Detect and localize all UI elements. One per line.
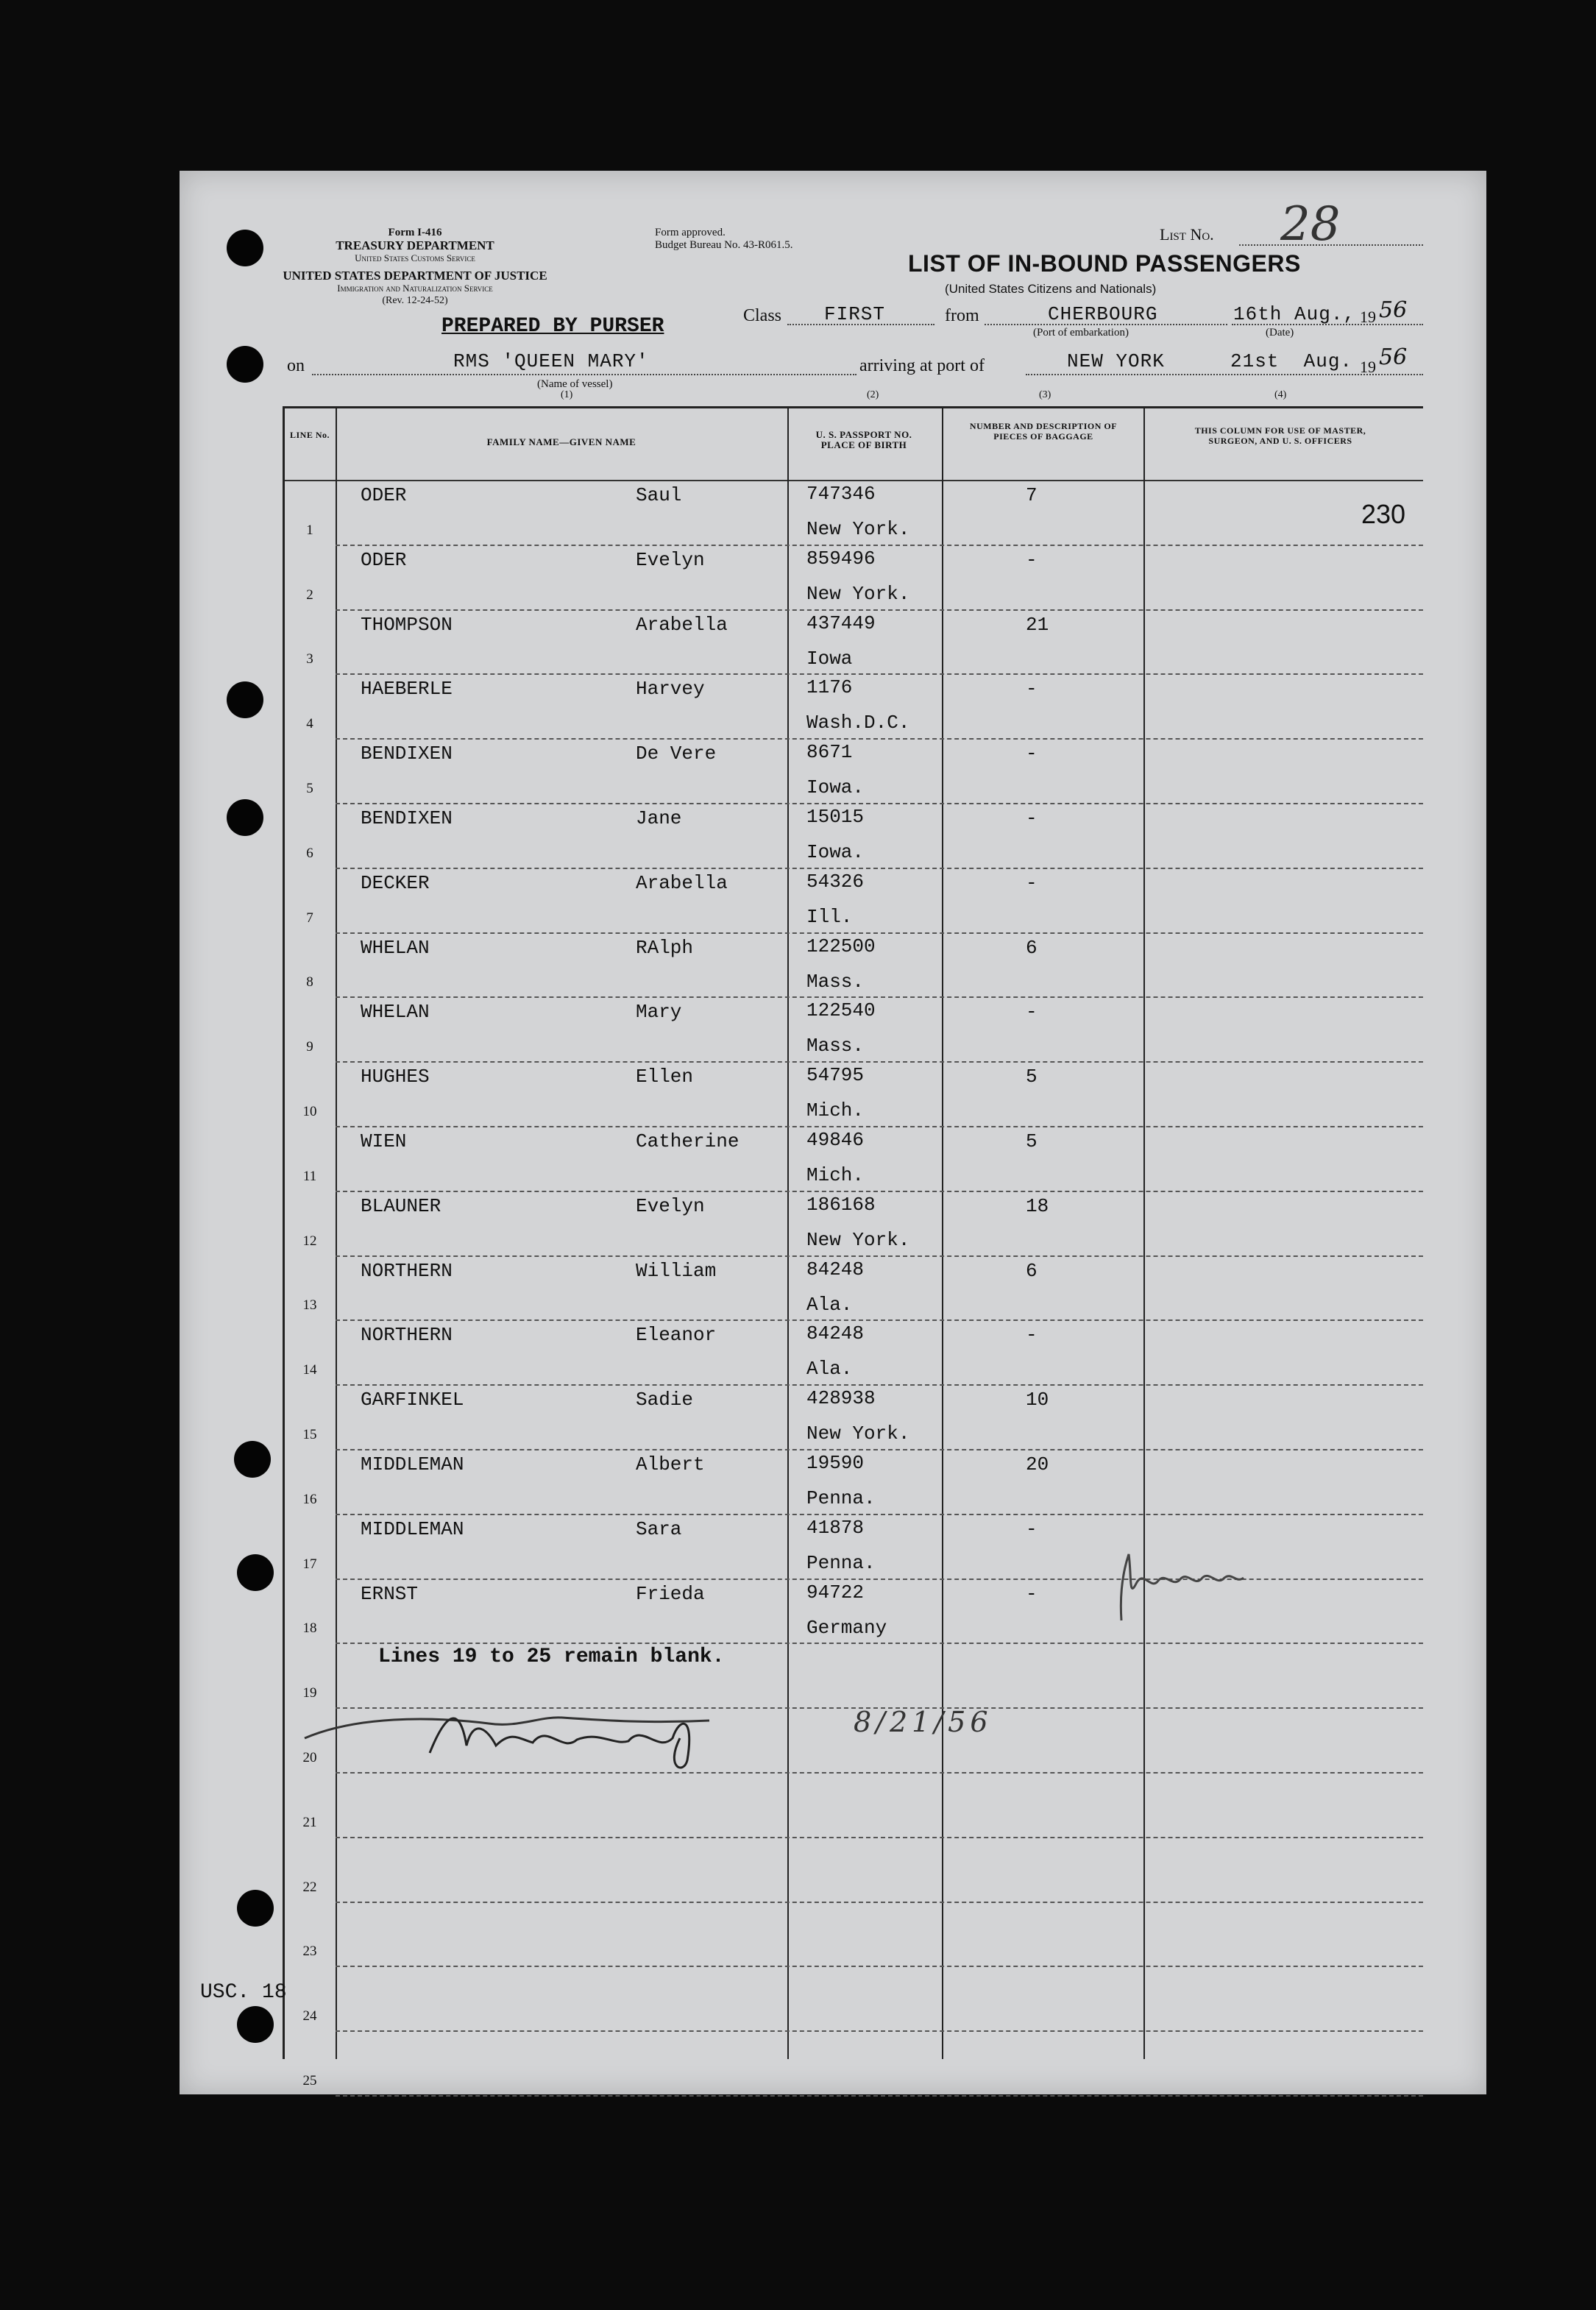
place-of-birth: New York. [806,518,910,540]
column-number-2: (2) [867,389,879,400]
passport-number: 8671 [806,741,853,764]
baggage-count: - [1026,1517,1038,1540]
passport-number: 1176 [806,676,853,699]
given-name: Jane [636,807,682,829]
given-name: Arabella [636,613,728,636]
line-number: 5 [306,781,313,796]
form-number: Form I-416 [388,227,442,238]
table-left-rule [283,406,285,2059]
place-of-birth: Mass. [806,1035,865,1057]
line-number: 7 [306,910,313,926]
given-name: Albert [636,1453,705,1475]
passport-number: 437449 [806,612,876,634]
line-number: 4 [306,716,313,732]
given-name: Saul [636,484,682,506]
departure-year-prefix: 19 [1360,308,1376,326]
given-name: De Vere [636,743,717,765]
passport-number: 49846 [806,1129,865,1151]
line-number: 16 [302,1491,317,1507]
line-number: 20 [302,1750,317,1765]
line-col-rule [336,406,337,2059]
blank-lines-remark: Lines 19 to 25 remain blank. [378,1645,725,1668]
family-name: HAEBERLE [361,678,453,701]
given-name: Evelyn [636,548,705,571]
line-number: 3 [306,651,313,667]
line-number: 9 [306,1039,313,1055]
row-rule [336,1449,1423,1450]
column-header-passport: U. S. PASSPORT NO. PLACE OF BIRTH [815,429,912,450]
passport-number: 84248 [806,1258,865,1280]
row-rule [336,609,1423,611]
place-of-birth: Ala. [806,1358,853,1381]
dept-treasury: TREASURY DEPARTMENT [336,238,494,252]
baggage-count: - [1026,807,1038,829]
family-name: NORTHERN [361,1324,453,1347]
name-col-rule [787,406,789,2059]
passport-number: 94722 [806,1581,865,1604]
column-header-name: FAMILY NAME—GIVEN NAME [486,436,636,447]
family-name: ODER [361,484,407,506]
passport-number: 54795 [806,1064,865,1087]
family-name: BENDIXEN [361,743,453,765]
baggage-count: - [1026,743,1038,765]
baggage-count: 6 [1026,1259,1038,1282]
place-of-birth: New York. [806,1423,910,1445]
given-name: Mary [636,1001,682,1024]
signature-date: 8/21/56 [854,1706,993,1738]
passport-number: 186168 [806,1193,876,1216]
line-number: 1 [306,522,313,538]
row-rule [336,996,1423,998]
budget-bureau-number: Budget Bureau No. 43-R061.5. [655,239,793,251]
line-number: 2 [306,587,313,603]
binder-hole-icon [227,799,263,836]
place-of-birth: Mich. [806,1099,865,1122]
binder-hole-icon [237,1554,274,1591]
binder-hole-icon [237,2006,274,2043]
page-subtitle: (United States Citizens and Nationals) [945,282,1157,296]
line-number: 25 [302,2073,317,2088]
given-name: RAlph [636,936,694,959]
page-title: LIST OF IN-BOUND PASSENGERS [908,250,1301,277]
class-label: Class [743,306,782,325]
baggage-count: 20 [1026,1453,1049,1475]
dept-justice-sub: Immigration and Naturalization Service [337,283,493,294]
arrival-year-prefix: 19 [1360,358,1376,376]
binder-hole-icon [237,1890,274,1927]
place-of-birth: Penna. [806,1551,876,1574]
dept-treasury-sub: United States Customs Service [355,252,475,263]
line-number: 15 [302,1427,317,1442]
purser-signature [297,1672,856,1775]
passport-number: 428938 [806,1387,876,1410]
baggage-count: 5 [1026,1066,1038,1088]
row-rule [336,1191,1423,1192]
arrival-year: 56 [1379,344,1408,370]
place-of-birth: New York. [806,582,910,605]
passport-number: 19590 [806,1452,865,1474]
arriving-label: arriving at port of [859,356,985,375]
row-rule [336,2030,1423,2032]
place-of-birth: Penna. [806,1487,876,1509]
place-of-birth: Iowa [806,647,853,670]
line-number: 8 [306,974,313,991]
line-number: 21 [302,1814,317,1830]
form-agency-block [283,227,547,264]
from-label: from [945,306,979,325]
baggage-count: 6 [1026,936,1038,959]
row-rule [336,1966,1423,1967]
passport-number: 15015 [806,806,865,828]
baggage-count: 5 [1026,1130,1038,1152]
line-number: 18 [302,1620,317,1637]
departure-year: 56 [1379,297,1408,323]
baggage-count: 18 [1026,1194,1049,1217]
passport-number: 54326 [806,870,865,893]
row-rule [336,1319,1423,1321]
place-of-birth: Mass. [806,970,865,993]
vessel-line [312,374,856,375]
binder-hole-icon [227,681,263,718]
given-name: William [636,1259,717,1282]
line-number: 17 [302,1556,317,1572]
family-name: WIEN [361,1130,407,1152]
family-name: THOMPSON [361,613,453,636]
passport-number: 122540 [806,999,876,1022]
list-number: 28 [1280,197,1341,252]
dept-justice: UNITED STATES DEPARTMENT OF JUSTICE [283,269,547,283]
manifest-page [180,171,1486,2094]
row-rule [336,803,1423,804]
binder-hole-icon [227,346,263,383]
place-of-birth: Iowa. [806,776,865,799]
row-rule [336,1902,1423,1903]
on-label: on [287,356,305,375]
date-label: (Date) [1266,327,1294,339]
given-name: Eleanor [636,1324,717,1347]
given-name: Arabella [636,871,728,894]
baggage-count: 10 [1026,1389,1049,1411]
passport-number: 41878 [806,1516,865,1539]
class-value: FIRST [824,303,886,325]
baggage-count: - [1026,1001,1038,1024]
row-rule [336,1837,1423,1838]
column-header-officers: THIS COLUMN FOR USE OF MASTER, SURGEON, AND U. S. OFFICERS [1194,425,1366,446]
place-of-birth: New York. [806,1228,910,1251]
form-justice-block [283,269,547,307]
row-rule [336,1061,1423,1063]
given-name: Sara [636,1517,682,1540]
arrival-port: NEW YORK [1067,350,1165,372]
column-number-4: (4) [1274,389,1287,400]
line-number: 12 [302,1233,317,1249]
family-name: BLAUNER [361,1194,441,1217]
line-number: 14 [302,1362,317,1378]
baggage-count: - [1026,548,1038,571]
vessel-name-label: (Name of vessel) [537,378,613,390]
port-of-embarkation: CHERBOURG [1048,303,1158,325]
passport-number: 859496 [806,547,876,570]
binder-hole-icon [227,230,263,266]
port-of-embarkation-label: (Port of embarkation) [1033,327,1129,339]
stamp-number: 230 [1361,499,1406,529]
family-name: ERNST [361,1582,419,1605]
family-name: DECKER [361,871,430,894]
binder-hole-icon [234,1441,271,1478]
family-name: NORTHERN [361,1259,453,1282]
line-number: 24 [302,2008,317,2024]
given-name: Evelyn [636,1194,705,1217]
list-number-label: List No. [1160,225,1214,244]
row-rule [336,868,1423,869]
row-rule [336,1384,1423,1386]
given-name: Frieda [636,1582,705,1605]
baggage-count: - [1026,678,1038,701]
baggage-count: - [1026,1582,1038,1605]
form-revision: (Rev. 12-24-52) [382,295,448,306]
footer-code: USC. 18 [200,1981,287,2004]
family-name: GARFINKEL [361,1389,464,1411]
place-of-birth: Mich. [806,1164,865,1186]
baggage-count: - [1026,1324,1038,1347]
given-name: Ellen [636,1066,694,1088]
prepared-by: PREPARED BY PURSER [441,315,664,338]
passport-number: 122500 [806,935,876,957]
form-approved: Form approved. [655,227,726,238]
place-of-birth: Germany [806,1616,887,1639]
line-number: 10 [302,1104,317,1119]
passport-number: 747346 [806,483,876,505]
row-rule [336,1514,1423,1515]
place-of-birth: Iowa. [806,841,865,863]
baggage-col-rule [1143,406,1145,2059]
place-of-birth: Ala. [806,1293,853,1316]
place-of-birth: Ill. [806,905,853,928]
vessel-name: RMS 'QUEEN MARY' [453,350,649,372]
baggage-count: 21 [1026,613,1049,636]
line-number: 23 [302,1944,317,1960]
baggage-count: - [1026,871,1038,894]
passport-number: 84248 [806,1322,865,1345]
baggage-count: 7 [1026,484,1038,506]
officer-initials [1099,1540,1320,1628]
family-name: MIDDLEMAN [361,1517,464,1540]
line-number: 13 [302,1297,317,1314]
approval-block [655,227,792,252]
family-name: WHELAN [361,1001,430,1024]
line-number: 22 [302,1879,317,1895]
row-rule [336,545,1423,546]
row-rule [336,738,1423,740]
family-name: ODER [361,548,407,571]
line-number: 6 [306,845,313,861]
header-bottom-rule [283,480,1423,481]
column-header-baggage: NUMBER AND DESCRIPTION OF PIECES OF BAGGAGE [969,421,1118,442]
table-top-rule [283,406,1423,408]
arrival-date: 21st Aug. [1230,350,1353,372]
line-number: 11 [302,1168,317,1184]
passport-col-rule [942,406,943,2059]
row-rule [336,932,1423,934]
given-name: Sadie [636,1389,694,1411]
departure-date: 16th Aug., [1233,303,1356,325]
column-header-line: LINE No. [289,430,330,440]
row-rule [336,1255,1423,1257]
row-rule [336,1126,1423,1127]
row-rule [336,1643,1423,1644]
given-name: Harvey [636,678,705,701]
row-rule [336,2095,1423,2097]
column-number-1: (1) [561,389,573,400]
family-name: BENDIXEN [361,807,453,829]
family-name: HUGHES [361,1066,430,1088]
family-name: MIDDLEMAN [361,1453,464,1475]
given-name: Catherine [636,1130,740,1152]
column-number-3: (3) [1039,389,1051,400]
line-number: 19 [302,1685,317,1701]
row-rule [336,673,1423,675]
place-of-birth: Wash.D.C. [806,712,910,734]
family-name: WHELAN [361,936,430,959]
